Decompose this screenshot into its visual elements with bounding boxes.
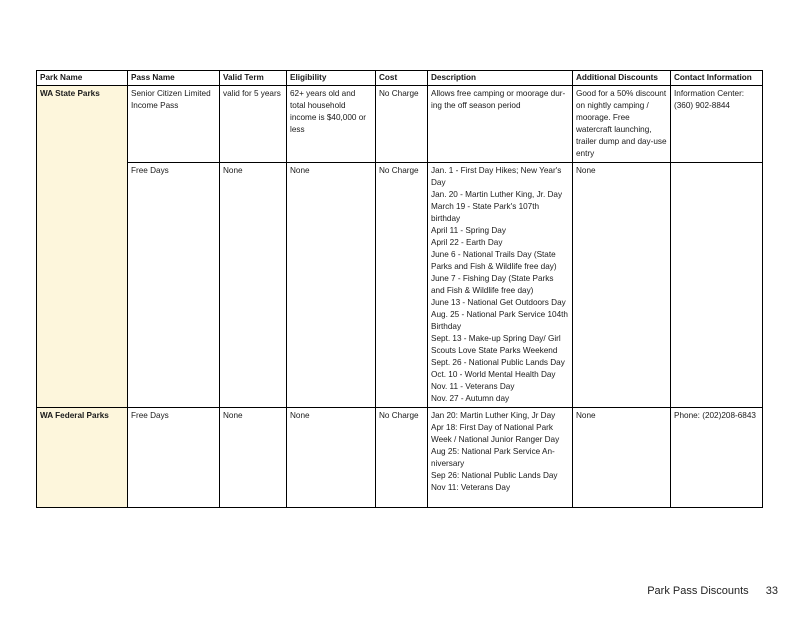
description-line: April 22 - Earth Day	[431, 238, 503, 247]
description-line: Oct. 10 - World Mental Health Day	[431, 370, 556, 379]
description-line: Nov 11: Veterans Day	[431, 483, 511, 492]
table-row	[37, 408, 763, 508]
header-valid-term: Valid Term	[220, 71, 287, 86]
description-line: Apr 18: First Day of National Park Week / National Junior Ranger Day	[431, 423, 560, 444]
eligibility-cell: None	[287, 408, 376, 508]
description-line: June 7 - Fishing Day (State Parks and Fish & Wildlife free day)	[431, 274, 554, 295]
header-park-name: Park Name	[37, 71, 128, 86]
pass-name-cell: Free Days	[128, 163, 220, 408]
page-footer	[647, 585, 778, 597]
valid-term-cell: None	[220, 163, 287, 408]
table-row	[37, 163, 763, 408]
contact-information-cell: Information Center: (360) 902-8844	[671, 86, 763, 163]
table-row	[37, 86, 763, 163]
header-row	[37, 71, 763, 86]
description-line: Nov. 11 - Veterans Day	[431, 382, 515, 391]
description-line: Jan 20: Martin Luther King, Jr Day	[431, 411, 556, 420]
park-name-cell: WA State Parks	[37, 86, 128, 408]
header-eligibility: Eligibility	[287, 71, 376, 86]
valid-term-cell: valid for 5 years	[220, 86, 287, 163]
description-line: Aug 25: National Park Service An-niversary	[431, 447, 555, 468]
eligibility-cell: 62+ years old and total household income is $40,000 or less	[287, 86, 376, 163]
park-name-cell: WA Federal Parks	[37, 408, 128, 508]
page-number: 33	[765, 585, 778, 597]
description-line: Jan. 1 - First Day Hikes; New Year's Day	[431, 166, 562, 187]
cost-cell: No Charge	[376, 163, 428, 408]
description-line: Sep 26: National Public Lands Day	[431, 471, 558, 480]
description-line: Allows free camping or moorage dur-ing the off season period	[431, 89, 566, 110]
pass-name-cell: Free Days	[128, 408, 220, 508]
cost-cell: No Charge	[376, 408, 428, 508]
description-line: Aug. 25 - National Park Service 104th Birthday	[431, 310, 568, 331]
additional-discounts-cell: Good for a 50% discount on nightly camping / moorage. Free watercraft launching, trailer dump and day-use entry	[573, 86, 671, 163]
header-description: Description	[428, 71, 573, 86]
header-additional-discounts: Additional Discounts	[573, 71, 671, 86]
header-pass-name: Pass Name	[128, 71, 220, 86]
eligibility-cell: None	[287, 163, 376, 408]
description-line: Nov. 27 - Autumn day	[431, 394, 510, 403]
footer-title: Park Pass Discounts	[647, 585, 749, 597]
additional-discounts-cell: None	[573, 408, 671, 508]
description-line: April 11 - Spring Day	[431, 226, 506, 235]
valid-term-cell: None	[220, 408, 287, 508]
park-pass-table	[36, 70, 763, 508]
description-line: Sept. 13 - Make-up Spring Day/ Girl Scouts Love State Parks Weekend	[431, 334, 561, 355]
pass-name-cell: Senior Citizen Limited Income Pass	[128, 86, 220, 163]
description-cell	[428, 163, 573, 408]
description-line: March 19 - State Park's 107th birthday	[431, 202, 540, 223]
header-contact-information: Contact Information	[671, 71, 763, 86]
cost-cell: No Charge	[376, 86, 428, 163]
description-cell	[428, 408, 573, 508]
additional-discounts-cell: None	[573, 163, 671, 408]
description-line: Sept. 26 - National Public Lands Day	[431, 358, 565, 367]
header-cost: Cost	[376, 71, 428, 86]
contact-information-cell	[671, 163, 763, 408]
description-line: June 6 - National Trails Day (State Parks and Fish & Wildlife free day)	[431, 250, 557, 271]
contact-information-cell: Phone: (202)208-6843	[671, 408, 763, 508]
description-cell	[428, 86, 573, 163]
description-line: June 13 - National Get Outdoors Day	[431, 298, 566, 307]
description-line: Jan. 20 - Martin Luther King, Jr. Day	[431, 190, 563, 199]
